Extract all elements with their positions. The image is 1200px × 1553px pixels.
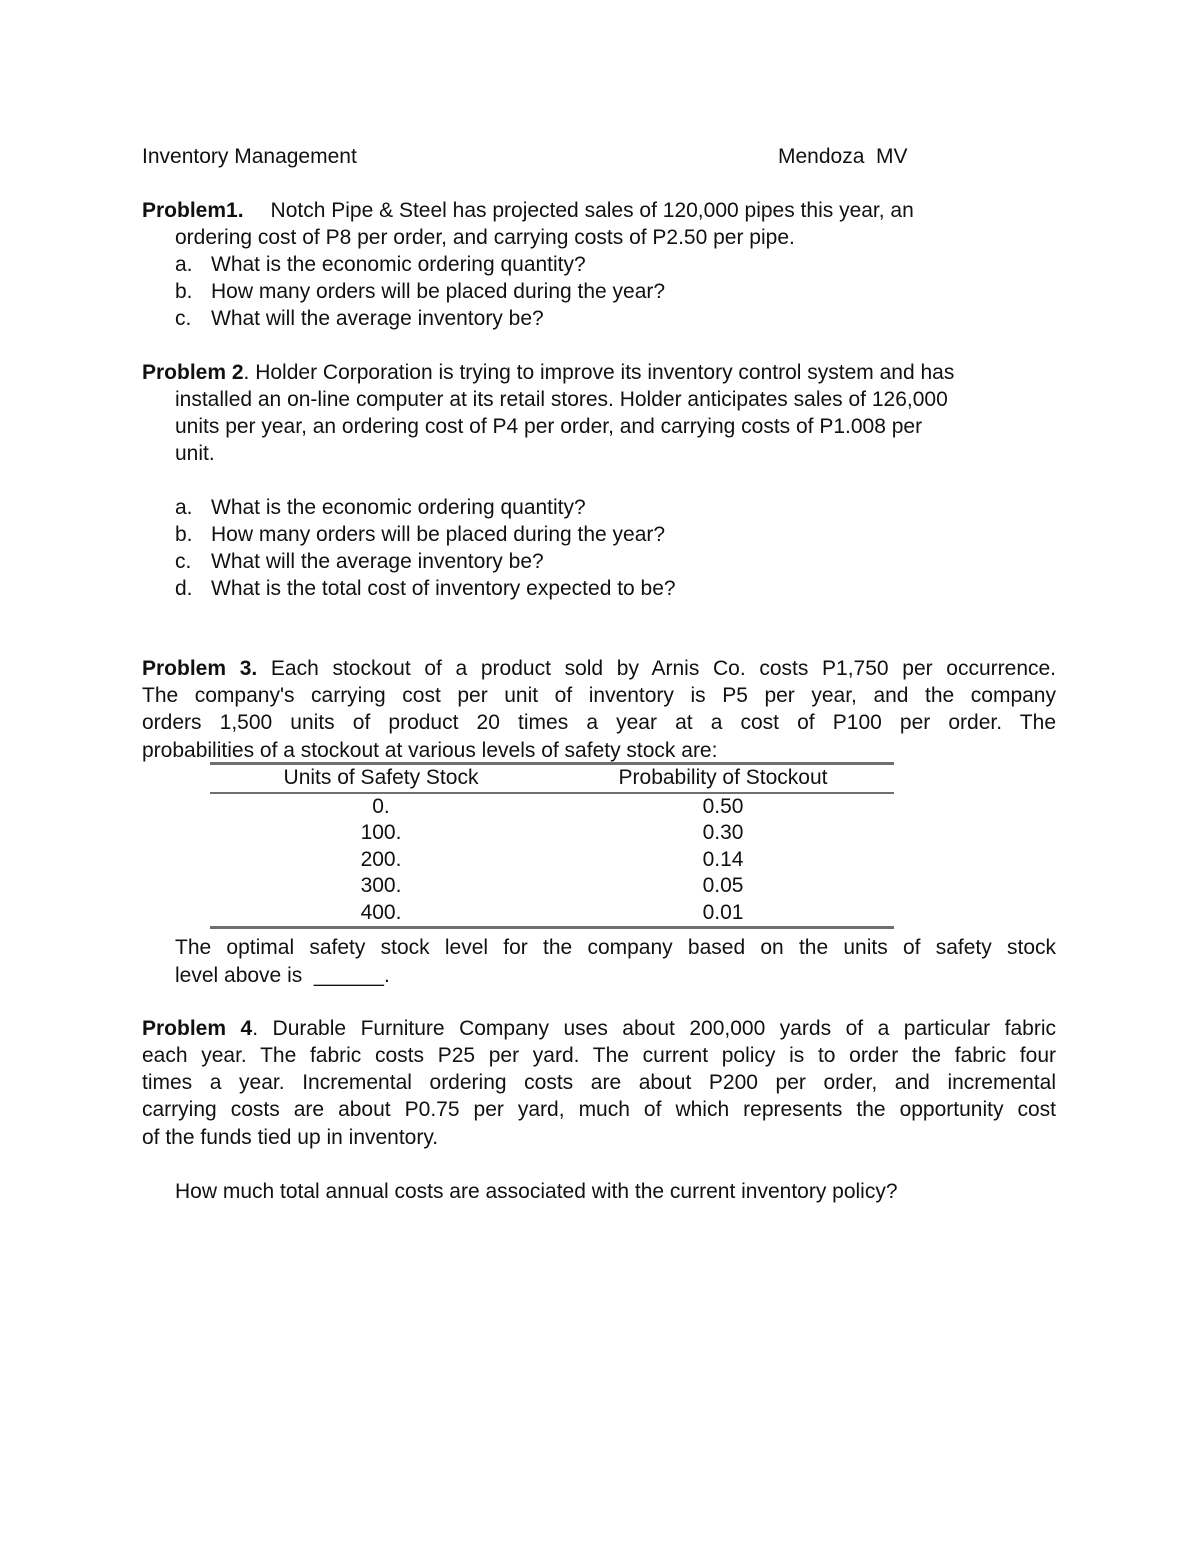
problem1-text: Notch Pipe & Steel has projected sales of 120,000 pipes this year, an — [270, 199, 914, 222]
problem3-label: Problem 3. — [142, 657, 258, 680]
document-author: Mendoza MV — [778, 145, 908, 168]
item-letter: a. — [175, 496, 193, 519]
problem4-line5: of the funds tied up in inventory. — [142, 1126, 439, 1149]
problem4-text: . Durable Furniture Company uses about 200,000 yards of a particular fabric — [252, 1017, 1056, 1040]
item-letter: d. — [175, 577, 193, 600]
problem3-question-line2: level above is ______. — [175, 964, 390, 987]
problem2-line4: unit. — [175, 442, 215, 465]
problem1-item-c — [175, 305, 544, 332]
problem2-item-a — [175, 494, 586, 521]
item-text: How many orders will be placed during the year? — [211, 280, 666, 303]
problem1-item-b — [175, 278, 665, 305]
item-text: What is the total cost of inventory expected to be? — [211, 577, 676, 600]
item-text: What will the average inventory be? — [211, 307, 544, 330]
table-cell-probability: 0.01 — [702, 900, 744, 924]
table-row — [210, 820, 894, 847]
item-letter: b. — [175, 280, 193, 303]
problem4-line1 — [142, 1016, 1056, 1043]
table-header-probability: Probability of Stockout — [618, 766, 828, 789]
problem3-question-line1: The optimal safety stock level for the company based on the units of safety stock — [175, 936, 1056, 959]
problem3-text: Each stockout of a product sold by Arnis Co. costs P1,750 per occurrence. — [270, 657, 1057, 680]
problem2-line1 — [142, 359, 954, 386]
table-header-units: Units of Safety Stock — [283, 766, 479, 789]
problem4-label: Problem 4 — [142, 1017, 253, 1040]
problem2-text: . Holder Corporation is trying to improve its inventory control system and has — [243, 361, 955, 384]
problem4-line3: times a year. Incremental ordering costs are about P200 per order, and incremental — [142, 1071, 1056, 1094]
item-letter: a. — [175, 253, 193, 276]
table-cell-units: 200. — [360, 847, 402, 871]
problem3-line4: probabilities of a stockout at various levels of safety stock are: — [142, 739, 718, 762]
safety-stock-table — [210, 762, 894, 929]
table-bottom-rule — [210, 926, 894, 929]
table-row — [210, 794, 894, 821]
table-header-row — [210, 765, 894, 792]
problem2-item-b — [175, 521, 665, 548]
document-title: Inventory Management — [142, 145, 357, 168]
table-cell-probability: 0.50 — [702, 794, 744, 818]
problem2-label: Problem 2 — [142, 361, 244, 384]
problem2-item-c — [175, 548, 544, 575]
problem4-line4: carrying costs are about P0.75 per yard, much of which represents the opportunity cost — [142, 1098, 1056, 1121]
item-letter: b. — [175, 523, 193, 546]
item-text: What is the economic ordering quantity? — [211, 496, 586, 519]
problem2-line3: units per year, an ordering cost of P4 per order, and carrying costs of P1.008 per — [175, 415, 923, 438]
problem3-line3: orders 1,500 units of product 20 times a year at a cost of P100 per order. The — [142, 711, 1056, 734]
problem2-item-d — [175, 575, 676, 602]
table-cell-units: 300. — [360, 874, 402, 897]
problem1-label: Problem1. — [142, 199, 244, 222]
table-cell-units: 400. — [360, 900, 402, 924]
problem4-question: How much total annual costs are associated with the current inventory policy? — [175, 1180, 898, 1203]
problem1-line1 — [142, 197, 914, 224]
table-cell-units: 100. — [360, 821, 402, 844]
table-cell-probability: 0.14 — [702, 847, 744, 871]
table-cell-probability: 0.30 — [702, 821, 744, 844]
problem3-line1 — [142, 656, 1056, 683]
problem1-line2: ordering cost of P8 per order, and carrying costs of P2.50 per pipe. — [175, 226, 795, 249]
problem2-line2: installed an on-line computer at its retail stores. Holder anticipates sales of 126,000 — [175, 388, 948, 411]
table-row — [210, 900, 894, 927]
table-row — [210, 847, 894, 874]
item-text: How many orders will be placed during the year? — [211, 523, 666, 546]
item-text: What will the average inventory be? — [211, 550, 544, 573]
problem1-item-a — [175, 251, 586, 278]
table-cell-units: 0. — [372, 794, 390, 818]
item-text: What is the economic ordering quantity? — [211, 253, 586, 276]
table-cell-probability: 0.05 — [702, 874, 744, 897]
table-row — [210, 873, 894, 900]
item-letter: c. — [175, 550, 192, 573]
problem3-line2: The company's carrying cost per unit of inventory is P5 per year, and the company — [142, 684, 1056, 707]
problem4-line2: each year. The fabric costs P25 per yard. The current policy is to order the fabric four — [142, 1044, 1056, 1067]
item-letter: c. — [175, 307, 192, 330]
